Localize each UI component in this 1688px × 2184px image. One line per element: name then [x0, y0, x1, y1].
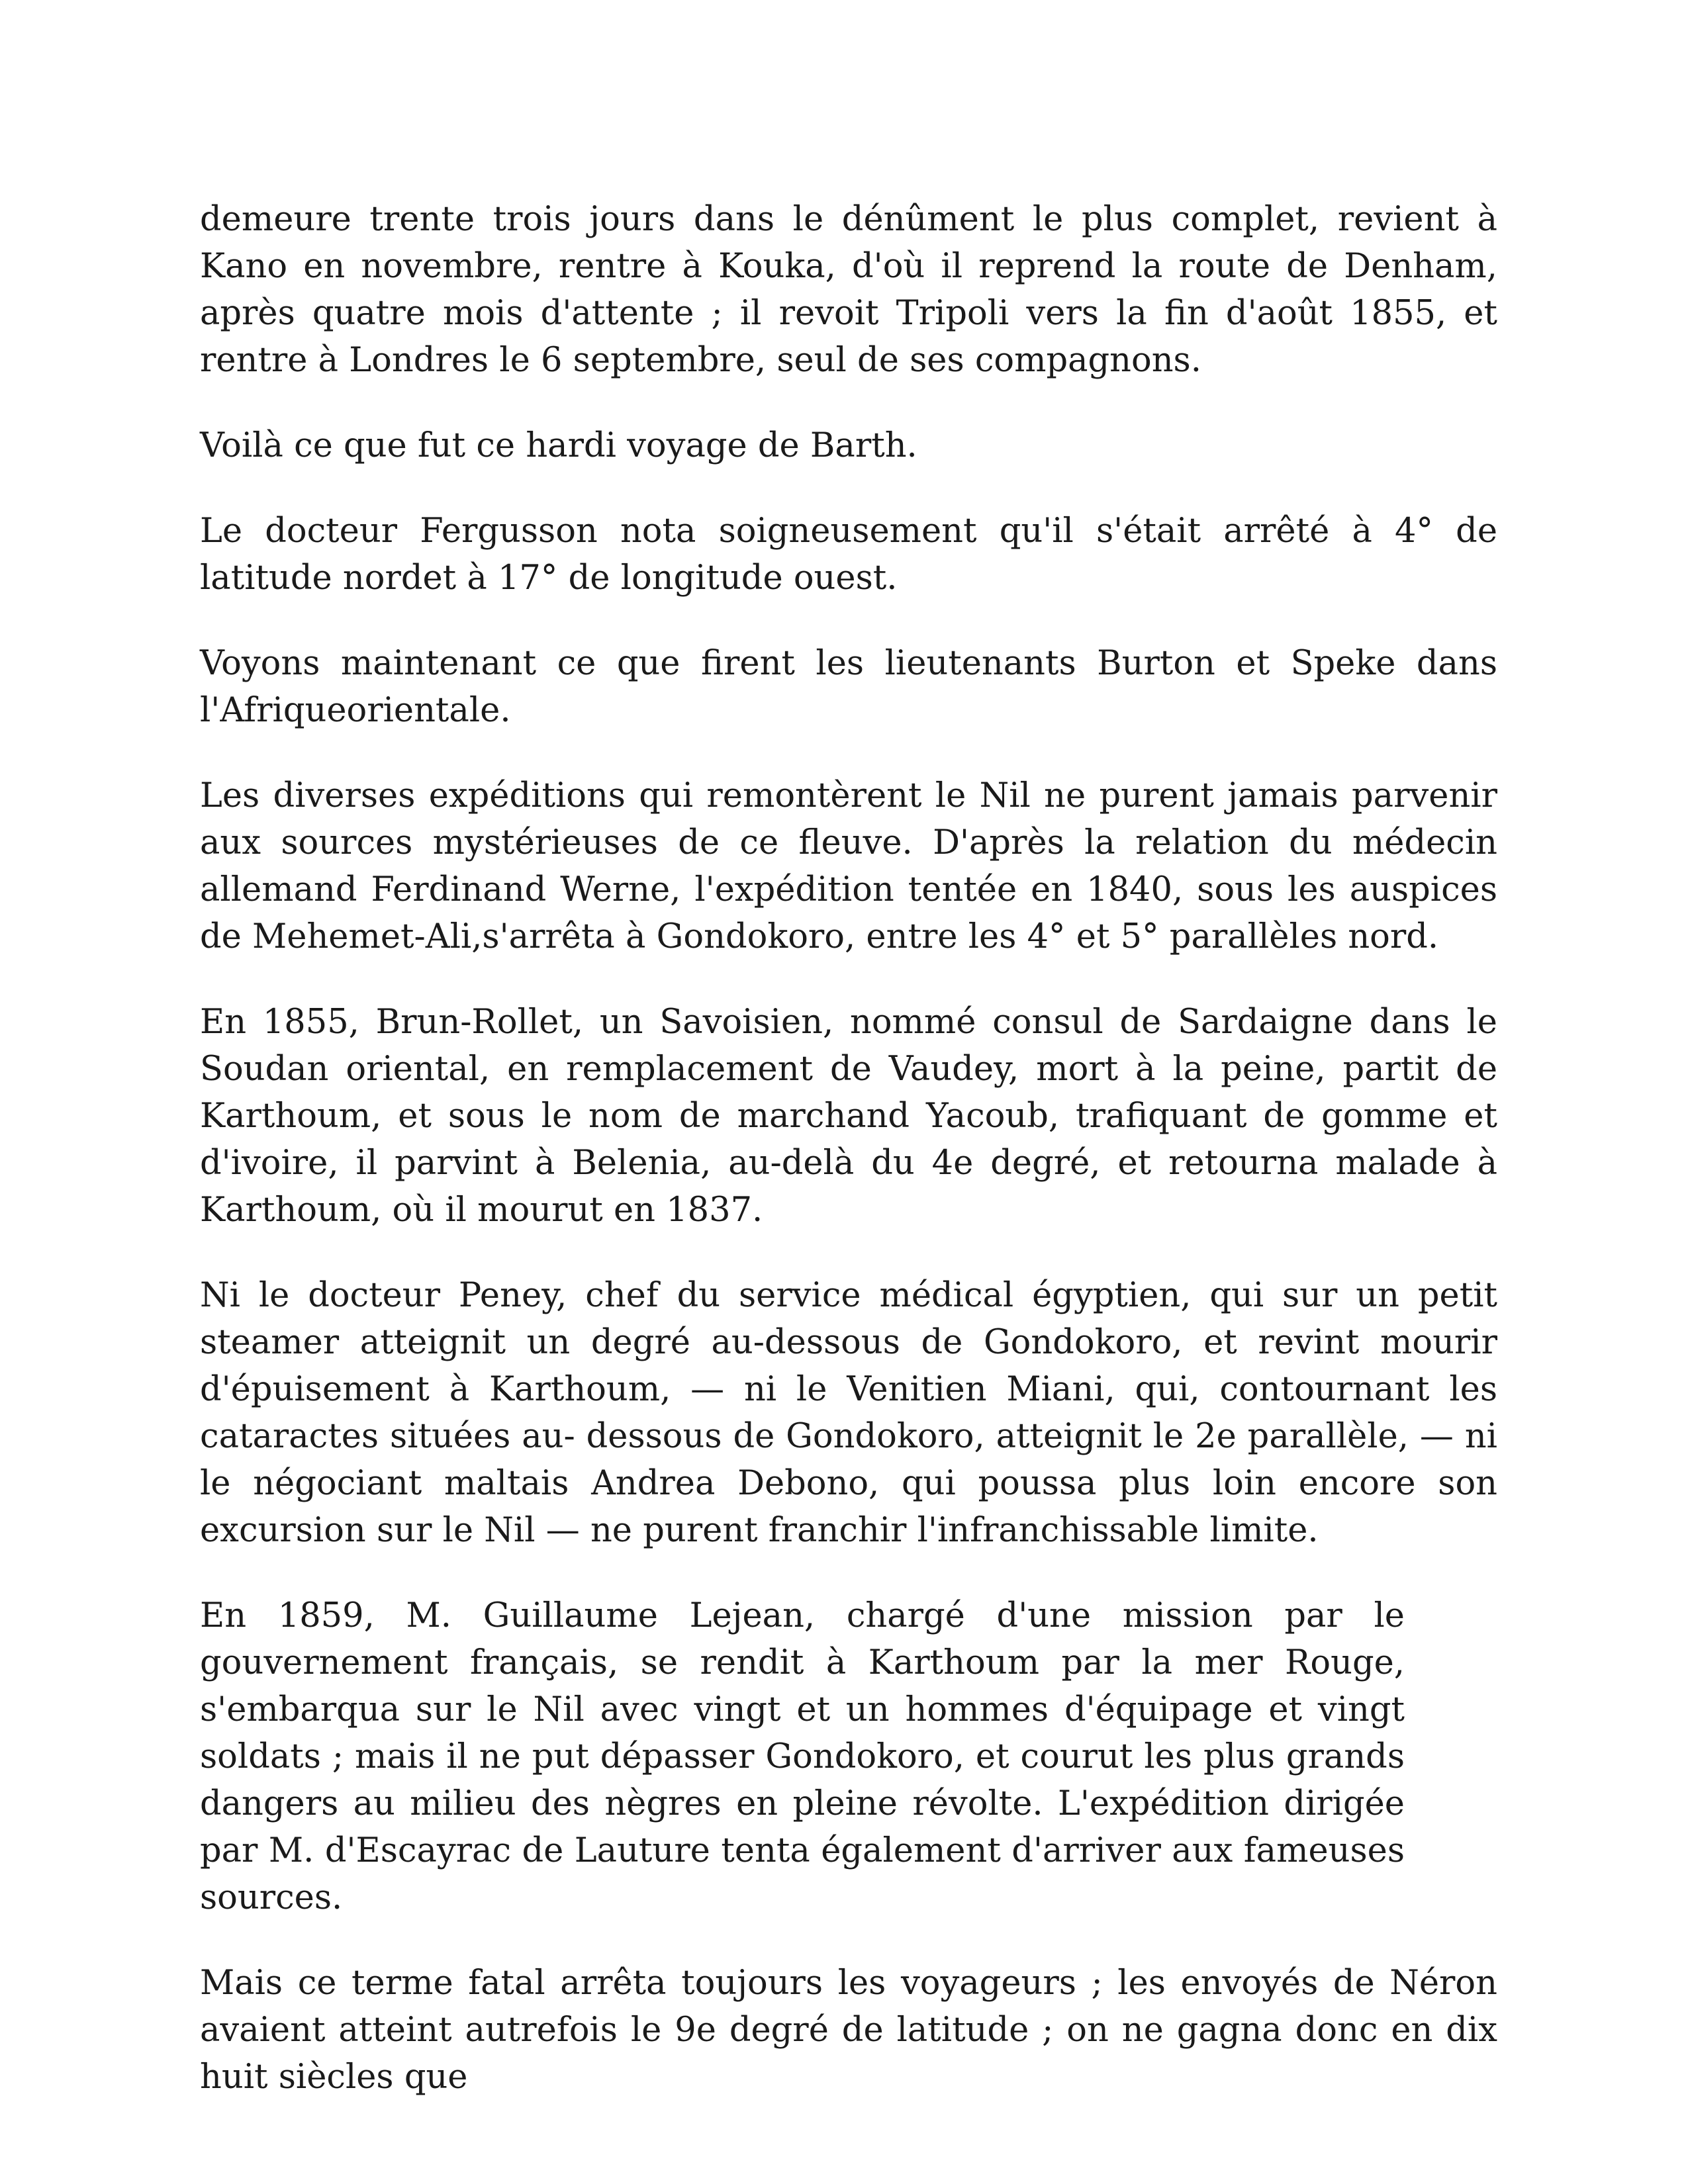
- paragraph-fergusson-note: Le docteur Fergusson nota soigneusement qu'il s'était arrêté à 4° de latitude nordet à 17° de longitude ouest.: [200, 512, 1497, 598]
- paragraph-peney-miani-debono: Ni le docteur Peney, chef du service médical égyptien, qui sur un petit steamer atteignit un degré au-dessous de Gondokoro, et revint mourir d'épuisement à Karthoum, — ni le Venitien Miani, qui, contournant les cataractes situées au- dessous de Gondokoro, atteignit le 2e parallèle, — ni le négociant maltais Andrea Debono, qui poussa plus loin encore son excursion sur le Nil — ne purent franchir l'infranchissable limite.: [200, 1276, 1497, 1550]
- paragraph-burton-speke: Voyons maintenant ce que firent les lieutenants Burton et Speke dans l'Afriqueorientale.: [200, 644, 1497, 730]
- paragraph-barth-return: demeure trente trois jours dans le dénûment le plus complet, revient à Kano en novembre, rentre à Kouka, d'où il reprend la route de Denham, après quatre mois d'attente ; il revoit Tripoli vers la fin d'août 1855, et rentre à Londres le 6 septembre, seul de ses compagnons.: [200, 200, 1497, 380]
- body-text: [200, 196, 1497, 2101]
- paragraph-lejean: En 1859, M. Guillaume Lejean, chargé d'une mission par le gouvernement français, se rendit à Karthoum par la mer Rouge, s'embarqua sur le Nil avec vingt et un hommes d'équipage et vingt soldats ; mais il ne put dépasser Gondokoro, et courut les plus grands dangers au milieu des nègres en pleine révolte. L'expédition dirigée par M. d'Escayrac de Lauture tenta également d'arriver aux fameuses sources.: [200, 1596, 1405, 1917]
- paragraph-brun-rollet: En 1855, Brun-Rollet, un Savoisien, nommé consul de Sardaigne dans le Soudan oriental, en remplacement de Vaudey, mort à la peine, partit de Karthoum, et sous le nom de marchand Yacoub, trafiquant de gomme et d'ivoire, il parvint à Belenia, au-delà du 4e degré, et retourna malade à Karthoum, où il mourut en 1837.: [200, 1003, 1497, 1230]
- paragraph-barth-summary: Voilà ce que fut ce hardi voyage de Barth.: [200, 426, 917, 465]
- paragraph-nile-expeditions: Les diverses expéditions qui remontèrent le Nil ne purent jamais parvenir aux sources mystérieuses de ce fleuve. D'après la relation du médecin allemand Ferdinand Werne, l'expédition tentée en 1840, sous les auspices de Mehemet-Ali,s'arrêta à Gondokoro, entre les 4° et 5° parallèles nord.: [200, 776, 1497, 956]
- paragraph-fatal-limit: Mais ce terme fatal arrêta toujours les voyageurs ; les envoyés de Néron avaient atteint autrefois le 9e degré de latitude ; on ne gagna donc en dix huit siècles que: [200, 1964, 1497, 2097]
